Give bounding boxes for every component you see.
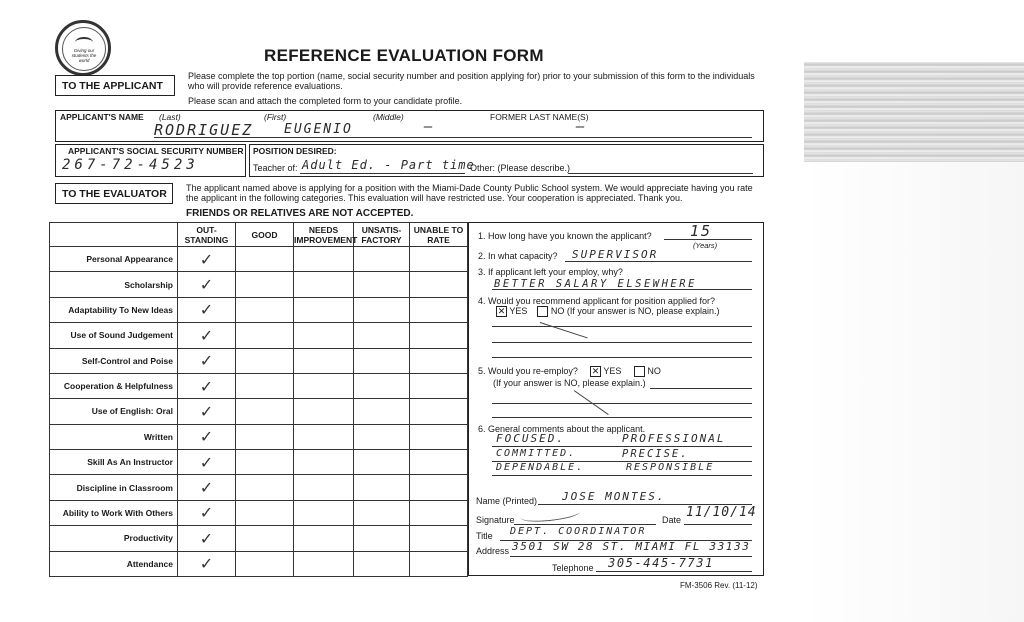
rating-cell[interactable] bbox=[236, 424, 294, 449]
rating-cell[interactable] bbox=[236, 551, 294, 576]
middle-name-value[interactable]: — bbox=[424, 119, 435, 135]
q5-line-3 bbox=[492, 417, 752, 418]
column-header-unsatisfactory: UNSATIS-FACTORY bbox=[354, 223, 410, 247]
ssn-value[interactable]: 267-72-4523 bbox=[62, 157, 199, 173]
evaluator-instruction: The applicant named above is applying for a position with the Miami-Dade County Public School system. We would appreciate having you rate the applicant in the following categories. This evaluation will have restricted use. Your cooperation is appreciated. Thank you. bbox=[186, 183, 753, 203]
rating-cell[interactable] bbox=[294, 551, 354, 576]
rating-cell[interactable] bbox=[354, 424, 410, 449]
rating-category-label: Skill As An Instructor bbox=[50, 450, 178, 475]
date-value[interactable]: 11/10/14 bbox=[686, 505, 757, 520]
rating-cell[interactable] bbox=[178, 373, 236, 398]
rating-cell[interactable] bbox=[178, 272, 236, 297]
q3-underline bbox=[492, 289, 752, 290]
rating-cell[interactable] bbox=[178, 348, 236, 373]
rating-cell[interactable] bbox=[294, 272, 354, 297]
q1-underline bbox=[664, 239, 752, 240]
rating-cell[interactable] bbox=[410, 272, 468, 297]
ssn-label: APPLICANT'S SOCIAL SECURITY NUMBER bbox=[68, 146, 244, 156]
rating-cell[interactable] bbox=[178, 424, 236, 449]
column-header-outstanding: OUT-STANDING bbox=[178, 223, 236, 247]
rating-cell[interactable] bbox=[178, 247, 236, 272]
to-the-evaluator-label-box bbox=[55, 183, 173, 204]
first-name-value[interactable]: EUGENIO bbox=[284, 122, 353, 137]
q2-underline bbox=[565, 261, 752, 262]
rating-category-label: Cooperation & Helpfulness bbox=[50, 373, 178, 398]
book-icon bbox=[75, 37, 93, 48]
check-mark-icon: ✓ bbox=[199, 554, 214, 574]
first-name-caption: (First) bbox=[264, 112, 287, 122]
rating-cell[interactable] bbox=[178, 475, 236, 500]
address-label: Address bbox=[476, 546, 510, 556]
form-title: REFERENCE EVALUATION FORM bbox=[264, 46, 544, 65]
date-label: Date bbox=[662, 515, 682, 525]
ratings-header-row bbox=[50, 223, 468, 247]
q4-no-checkbox[interactable] bbox=[537, 306, 548, 317]
rating-cell[interactable] bbox=[294, 323, 354, 348]
rating-cell[interactable] bbox=[354, 500, 410, 525]
rating-cell[interactable] bbox=[410, 551, 468, 576]
q5-explain-label: (If your answer is NO, please explain.) bbox=[493, 378, 646, 388]
check-mark-icon: ✓ bbox=[199, 275, 214, 295]
rating-cell[interactable] bbox=[236, 272, 294, 297]
rating-cell[interactable] bbox=[294, 373, 354, 398]
rating-cell[interactable] bbox=[410, 424, 468, 449]
category-header bbox=[50, 223, 178, 247]
q4-line-1 bbox=[492, 326, 752, 327]
rating-cell[interactable] bbox=[294, 424, 354, 449]
rating-cell[interactable] bbox=[410, 475, 468, 500]
rating-cell[interactable] bbox=[294, 526, 354, 551]
rating-cell[interactable] bbox=[354, 348, 410, 373]
rating-cell[interactable] bbox=[410, 247, 468, 272]
rating-cell[interactable] bbox=[294, 399, 354, 424]
q4-yes-label: YES bbox=[509, 306, 528, 316]
to-the-applicant-label: TO THE APPLICANT bbox=[62, 80, 163, 92]
q4-line-3 bbox=[492, 357, 752, 358]
check-mark-icon: ✓ bbox=[199, 478, 214, 498]
rating-cell[interactable] bbox=[410, 373, 468, 398]
q6-comment-2a[interactable]: COMMITTED. bbox=[496, 448, 577, 459]
teacher-of-label: Teacher of: bbox=[253, 163, 298, 173]
rating-cell[interactable] bbox=[178, 399, 236, 424]
position-desired-box bbox=[249, 144, 764, 177]
signature-underline bbox=[514, 524, 656, 525]
rating-cell[interactable] bbox=[178, 297, 236, 322]
q5-yes-label: YES bbox=[603, 366, 622, 376]
rating-cell[interactable] bbox=[354, 450, 410, 475]
rating-category-label: Discipline in Classroom bbox=[50, 475, 178, 500]
telephone-underline bbox=[596, 571, 752, 572]
rating-cell[interactable] bbox=[354, 323, 410, 348]
rating-row bbox=[50, 272, 468, 297]
rating-category-label: Personal Appearance bbox=[50, 247, 178, 272]
check-mark-icon: ✓ bbox=[199, 300, 214, 320]
rating-cell[interactable] bbox=[236, 475, 294, 500]
rating-cell[interactable] bbox=[410, 450, 468, 475]
check-mark-icon: ✓ bbox=[199, 325, 214, 345]
q4-label: 4. Would you recommend applicant for position applied for? bbox=[478, 296, 715, 306]
ssn-box bbox=[55, 144, 246, 177]
rating-cell[interactable] bbox=[294, 348, 354, 373]
rating-row bbox=[50, 399, 468, 424]
q6-line-3 bbox=[492, 475, 752, 476]
rating-category-label: Written bbox=[50, 424, 178, 449]
rating-cell[interactable] bbox=[410, 526, 468, 551]
applicant-scan-instruction: Please scan and attach the completed form to your candidate profile. bbox=[188, 96, 463, 106]
rating-row bbox=[50, 297, 468, 322]
rating-category-label: Use of Sound Judgement bbox=[50, 323, 178, 348]
date-underline bbox=[684, 524, 752, 525]
column-header-good: GOOD bbox=[236, 223, 294, 247]
q3-label: 3. If applicant left your employ, why? bbox=[478, 267, 623, 277]
logo-caption: Giving our students the world bbox=[71, 48, 97, 63]
column-header-needs-improvement: NEEDS IMPROVEMENT bbox=[294, 224, 358, 245]
name-printed-label: Name (Printed) bbox=[476, 496, 538, 506]
district-seal-logo bbox=[55, 20, 111, 76]
rating-cell[interactable] bbox=[354, 297, 410, 322]
rating-category-label: Scholarship bbox=[50, 272, 178, 297]
q4-yes-checkbox[interactable]: ✕ bbox=[497, 306, 506, 317]
other-describe-label: Other: (Please describe.) bbox=[470, 163, 571, 173]
check-mark-icon: ✓ bbox=[199, 503, 214, 523]
rating-cell[interactable] bbox=[178, 500, 236, 525]
q6-label: 6. General comments about the applicant. bbox=[478, 424, 646, 434]
rating-cell[interactable] bbox=[294, 450, 354, 475]
q1-value[interactable]: 15 bbox=[690, 222, 713, 240]
title-label: Title bbox=[476, 531, 493, 541]
check-mark-icon: ✓ bbox=[199, 427, 214, 447]
q6-comment-3a[interactable]: DEPENDABLE. bbox=[496, 462, 585, 473]
other-describe-underline bbox=[568, 173, 753, 174]
rating-cell[interactable] bbox=[354, 373, 410, 398]
rating-cell[interactable] bbox=[354, 247, 410, 272]
q6-comment-1b[interactable]: PROFESSIONAL bbox=[622, 432, 726, 445]
rating-cell[interactable] bbox=[178, 450, 236, 475]
last-name-value[interactable]: RODRIGUEZ bbox=[154, 121, 254, 139]
rating-row bbox=[50, 373, 468, 398]
rating-row bbox=[50, 475, 468, 500]
rating-row bbox=[50, 323, 468, 348]
rating-cell[interactable] bbox=[236, 399, 294, 424]
q4-options bbox=[496, 306, 719, 317]
rating-category-label: Ability to Work With Others bbox=[50, 500, 178, 525]
rating-cell[interactable] bbox=[294, 247, 354, 272]
rating-cell[interactable] bbox=[178, 323, 236, 348]
rating-cell[interactable] bbox=[236, 526, 294, 551]
rating-cell[interactable] bbox=[410, 297, 468, 322]
rating-cell[interactable] bbox=[354, 272, 410, 297]
q5-no-label: NO bbox=[647, 366, 661, 376]
applicant-instruction: Please complete the top portion (name, social security number and position applying for) prior to your submission of this form to the individuals who will provide reference evaluations. bbox=[188, 71, 755, 91]
check-mark-icon: ✓ bbox=[199, 452, 214, 472]
rating-row bbox=[50, 424, 468, 449]
rating-cell[interactable] bbox=[236, 450, 294, 475]
rating-cell[interactable] bbox=[236, 323, 294, 348]
rating-category-label: Self-Control and Poise bbox=[50, 348, 178, 373]
rating-cell[interactable] bbox=[354, 551, 410, 576]
check-mark-icon: ✓ bbox=[199, 351, 214, 371]
rating-cell[interactable] bbox=[354, 399, 410, 424]
q1-unit: (Years) bbox=[693, 241, 718, 250]
rating-cell[interactable] bbox=[294, 297, 354, 322]
rating-cell[interactable] bbox=[236, 247, 294, 272]
former-last-name-value[interactable]: — bbox=[576, 119, 587, 135]
rating-category-label: Attendance bbox=[50, 551, 178, 576]
rating-cell[interactable] bbox=[236, 500, 294, 525]
to-the-evaluator-label: TO THE EVALUATOR bbox=[62, 188, 167, 200]
q1-label: 1. How long have you known the applicant? bbox=[478, 231, 652, 241]
to-the-applicant-label-box bbox=[55, 75, 175, 96]
rating-category-label: Adaptability To New Ideas bbox=[50, 297, 178, 322]
rating-row bbox=[50, 450, 468, 475]
name-printed-value[interactable]: JOSE MONTES. bbox=[562, 490, 666, 503]
rating-row bbox=[50, 526, 468, 551]
name-underline bbox=[154, 137, 752, 138]
q5-line-2 bbox=[492, 403, 752, 404]
applicant-name-label: APPLICANT'S NAME bbox=[60, 112, 144, 122]
q5-label: 5. Would you re-employ? bbox=[478, 366, 578, 376]
middle-name-caption: (Middle) bbox=[373, 112, 404, 122]
rating-category-label: Productivity bbox=[50, 526, 178, 551]
ratings-table bbox=[49, 222, 468, 577]
rating-cell[interactable] bbox=[178, 526, 236, 551]
form-number: FM-3506 Rev. (11-12) bbox=[680, 581, 758, 590]
q6-comment-1a[interactable]: FOCUSED. bbox=[496, 432, 565, 445]
rating-cell[interactable] bbox=[410, 323, 468, 348]
rating-cell[interactable] bbox=[410, 348, 468, 373]
rating-cell[interactable] bbox=[294, 500, 354, 525]
last-name-caption: (Last) bbox=[159, 112, 181, 122]
rating-cell[interactable] bbox=[410, 500, 468, 525]
teacher-of-value[interactable]: Adult Ed. - Part time bbox=[302, 158, 475, 172]
rating-row bbox=[50, 500, 468, 525]
q5-no-checkbox[interactable] bbox=[634, 366, 645, 377]
telephone-value[interactable]: 305-445-7731 bbox=[608, 556, 714, 570]
rating-cell[interactable] bbox=[236, 373, 294, 398]
q2-label: 2. In what capacity? bbox=[478, 251, 558, 261]
q4-no-label: NO (If your answer is NO, please explain.) bbox=[550, 306, 720, 316]
rating-cell[interactable] bbox=[236, 297, 294, 322]
rating-row bbox=[50, 551, 468, 576]
check-mark-icon: ✓ bbox=[199, 528, 214, 548]
q3-value[interactable]: BETTER SALARY ELSEWHERE bbox=[494, 278, 697, 290]
column-header-unable-to-rate: UNABLE TO RATE bbox=[410, 223, 468, 247]
address-value[interactable]: 3501 SW 28 ST. MIAMI FL 33133 bbox=[512, 540, 751, 553]
rating-cell[interactable] bbox=[354, 526, 410, 551]
signature-label: Signature bbox=[476, 515, 515, 525]
applicant-name-box bbox=[55, 110, 764, 142]
teacher-of-underline bbox=[300, 173, 465, 174]
q5-yes-checkbox[interactable]: ✕ bbox=[591, 366, 600, 377]
title-value[interactable]: DEPT. COORDINATOR bbox=[510, 526, 647, 537]
check-mark-icon: ✓ bbox=[199, 376, 214, 396]
friends-relatives-notice: FRIENDS OR RELATIVES ARE NOT ACCEPTED. bbox=[186, 208, 414, 219]
q4-line-2 bbox=[492, 342, 752, 343]
q6-comment-2b[interactable]: PRECISE. bbox=[622, 448, 689, 460]
rating-cell[interactable] bbox=[354, 475, 410, 500]
rating-row bbox=[50, 247, 468, 272]
position-desired-label: POSITION DESIRED: bbox=[253, 146, 337, 156]
q2-value[interactable]: SUPERVISOR bbox=[572, 248, 659, 261]
q5-options bbox=[590, 366, 661, 377]
check-mark-icon: ✓ bbox=[199, 401, 214, 421]
q6-comment-3b[interactable]: RESPONSIBLE bbox=[626, 462, 715, 473]
rating-cell[interactable] bbox=[410, 399, 468, 424]
check-mark-icon: ✓ bbox=[199, 249, 214, 269]
scan-shadow bbox=[804, 62, 1024, 162]
former-last-name-caption: FORMER LAST NAME(S) bbox=[490, 112, 589, 122]
rating-cell[interactable] bbox=[294, 475, 354, 500]
telephone-label: Telephone bbox=[552, 563, 594, 573]
rating-row bbox=[50, 348, 468, 373]
q5-line-1 bbox=[650, 388, 752, 389]
rating-category-label: Use of English: Oral bbox=[50, 399, 178, 424]
rating-cell[interactable] bbox=[236, 348, 294, 373]
q6-line-1 bbox=[492, 446, 752, 447]
rating-cell[interactable] bbox=[178, 551, 236, 576]
